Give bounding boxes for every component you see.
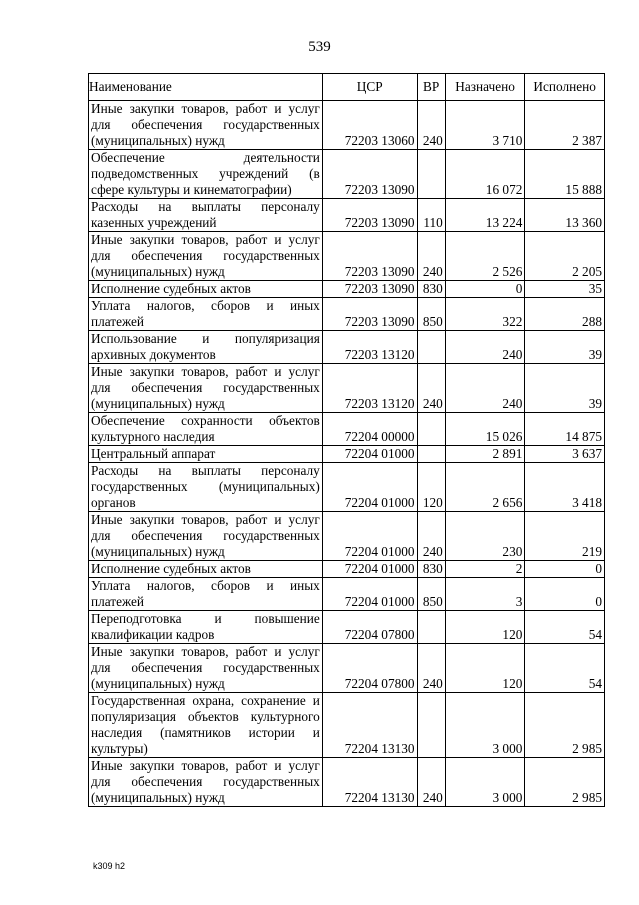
row-vr-cell — [417, 446, 445, 463]
row-vr-cell — [417, 611, 445, 644]
row-executed-cell: 39 — [525, 364, 605, 413]
row-csr-cell: 72204 01000 — [322, 561, 417, 578]
row-name-cell: Иные закупки товаров, работ и услуг для обеспечения государственных (муниципальных) нужд — [89, 644, 323, 693]
row-assigned-cell: 2 — [445, 561, 525, 578]
row-csr-cell: 72203 13120 — [322, 364, 417, 413]
row-executed-cell: 13 360 — [525, 199, 605, 232]
table-row — [89, 693, 605, 758]
row-executed-cell: 0 — [525, 578, 605, 611]
row-assigned-cell: 240 — [445, 364, 525, 413]
table-row — [89, 150, 605, 199]
row-csr-cell: 72204 07800 — [322, 611, 417, 644]
table-row — [89, 281, 605, 298]
row-csr-cell: 72204 01000 — [322, 446, 417, 463]
row-csr-cell: 72204 01000 — [322, 512, 417, 561]
row-assigned-cell: 3 000 — [445, 758, 525, 807]
row-csr-cell: 72204 00000 — [322, 413, 417, 446]
row-assigned-cell: 240 — [445, 331, 525, 364]
row-executed-cell: 2 387 — [525, 101, 605, 150]
row-executed-cell: 3 418 — [525, 463, 605, 512]
row-vr-cell: 850 — [417, 298, 445, 331]
row-vr-cell: 240 — [417, 758, 445, 807]
row-csr-cell: 72204 01000 — [322, 463, 417, 512]
row-name-cell: Иные закупки товаров, работ и услуг для обеспечения государственных (муниципальных) нужд — [89, 101, 323, 150]
row-executed-cell: 35 — [525, 281, 605, 298]
row-vr-cell — [417, 413, 445, 446]
row-executed-cell: 39 — [525, 331, 605, 364]
row-assigned-cell: 0 — [445, 281, 525, 298]
row-csr-cell: 72203 13090 — [322, 199, 417, 232]
row-executed-cell: 3 637 — [525, 446, 605, 463]
row-vr-cell: 120 — [417, 463, 445, 512]
row-executed-cell: 14 875 — [525, 413, 605, 446]
row-vr-cell: 830 — [417, 281, 445, 298]
row-vr-cell — [417, 693, 445, 758]
row-assigned-cell: 120 — [445, 611, 525, 644]
row-executed-cell: 2 205 — [525, 232, 605, 281]
budget-table — [88, 73, 605, 807]
row-csr-cell: 72203 13090 — [322, 298, 417, 331]
row-csr-cell: 72203 13090 — [322, 232, 417, 281]
row-assigned-cell: 120 — [445, 644, 525, 693]
table-row — [89, 446, 605, 463]
row-executed-cell: 54 — [525, 644, 605, 693]
row-assigned-cell: 15 026 — [445, 413, 525, 446]
row-csr-cell: 72203 13090 — [322, 150, 417, 199]
row-csr-cell: 72204 07800 — [322, 644, 417, 693]
row-executed-cell: 2 985 — [525, 693, 605, 758]
row-executed-cell: 219 — [525, 512, 605, 561]
row-vr-cell: 240 — [417, 512, 445, 561]
row-vr-cell: 110 — [417, 199, 445, 232]
row-assigned-cell: 13 224 — [445, 199, 525, 232]
table-row — [89, 101, 605, 150]
row-executed-cell: 0 — [525, 561, 605, 578]
table-row — [89, 232, 605, 281]
row-name-cell: Государственная охрана, сохранение и популяризация объектов культурного наследия (памятников истории и культуры) — [89, 693, 323, 758]
row-name-cell: Иные закупки товаров, работ и услуг для обеспечения государственных (муниципальных) нужд — [89, 512, 323, 561]
footer-code: k309 h2 — [93, 861, 126, 871]
row-vr-cell: 240 — [417, 644, 445, 693]
row-name-cell: Уплата налогов, сборов и иных платежей — [89, 298, 323, 331]
table-row — [89, 578, 605, 611]
row-name-cell: Обеспечение сохранности объектов культурного наследия — [89, 413, 323, 446]
row-vr-cell: 240 — [417, 364, 445, 413]
row-csr-cell: 72204 01000 — [322, 578, 417, 611]
row-name-cell: Иные закупки товаров, работ и услуг для обеспечения государственных (муниципальных) нужд — [89, 232, 323, 281]
row-vr-cell — [417, 150, 445, 199]
row-vr-cell: 240 — [417, 101, 445, 150]
row-assigned-cell: 322 — [445, 298, 525, 331]
row-csr-cell: 72204 13130 — [322, 693, 417, 758]
row-assigned-cell: 230 — [445, 512, 525, 561]
table-row — [89, 512, 605, 561]
table-row — [89, 364, 605, 413]
row-csr-cell: 72203 13090 — [322, 281, 417, 298]
table-row — [89, 463, 605, 512]
row-csr-cell: 72203 13060 — [322, 101, 417, 150]
row-name-cell: Исполнение судебных актов — [89, 561, 323, 578]
row-name-cell: Использование и популяризация архивных документов — [89, 331, 323, 364]
row-executed-cell: 2 985 — [525, 758, 605, 807]
row-executed-cell: 15 888 — [525, 150, 605, 199]
page-number: 539 — [308, 39, 331, 55]
header-vr: ВР — [417, 74, 445, 101]
row-assigned-cell: 2 526 — [445, 232, 525, 281]
row-assigned-cell: 16 072 — [445, 150, 525, 199]
row-name-cell: Обеспечение деятельности подведомственных учреждений (в сфере культуры и кинематографии) — [89, 150, 323, 199]
table-row — [89, 644, 605, 693]
row-assigned-cell: 2 656 — [445, 463, 525, 512]
row-vr-cell: 850 — [417, 578, 445, 611]
row-vr-cell: 830 — [417, 561, 445, 578]
table-row — [89, 298, 605, 331]
table-row — [89, 758, 605, 807]
row-name-cell: Иные закупки товаров, работ и услуг для обеспечения государственных (муниципальных) нужд — [89, 364, 323, 413]
row-vr-cell: 240 — [417, 232, 445, 281]
row-name-cell: Расходы на выплаты персоналу казенных учреждений — [89, 199, 323, 232]
row-assigned-cell: 3 000 — [445, 693, 525, 758]
header-assigned: Назначено — [445, 74, 525, 101]
header-csr: ЦСР — [322, 74, 417, 101]
row-executed-cell: 54 — [525, 611, 605, 644]
table-row — [89, 199, 605, 232]
table-header-row — [89, 74, 605, 101]
row-csr-cell: 72204 13130 — [322, 758, 417, 807]
row-executed-cell: 288 — [525, 298, 605, 331]
header-executed: Исполнено — [525, 74, 605, 101]
row-name-cell: Уплата налогов, сборов и иных платежей — [89, 578, 323, 611]
row-name-cell: Исполнение судебных актов — [89, 281, 323, 298]
row-assigned-cell: 2 891 — [445, 446, 525, 463]
row-vr-cell — [417, 331, 445, 364]
row-name-cell: Центральный аппарат — [89, 446, 323, 463]
row-assigned-cell: 3 710 — [445, 101, 525, 150]
table-row — [89, 611, 605, 644]
table-body — [89, 101, 605, 807]
row-name-cell: Расходы на выплаты персоналу государственных (муниципальных) органов — [89, 463, 323, 512]
row-name-cell: Переподготовка и повышение квалификации кадров — [89, 611, 323, 644]
row-name-cell: Иные закупки товаров, работ и услуг для обеспечения государственных (муниципальных) нужд — [89, 758, 323, 807]
row-csr-cell: 72203 13120 — [322, 331, 417, 364]
table-row — [89, 561, 605, 578]
table-row — [89, 413, 605, 446]
row-assigned-cell: 3 — [445, 578, 525, 611]
header-name: Наименование — [89, 74, 323, 101]
table-row — [89, 331, 605, 364]
